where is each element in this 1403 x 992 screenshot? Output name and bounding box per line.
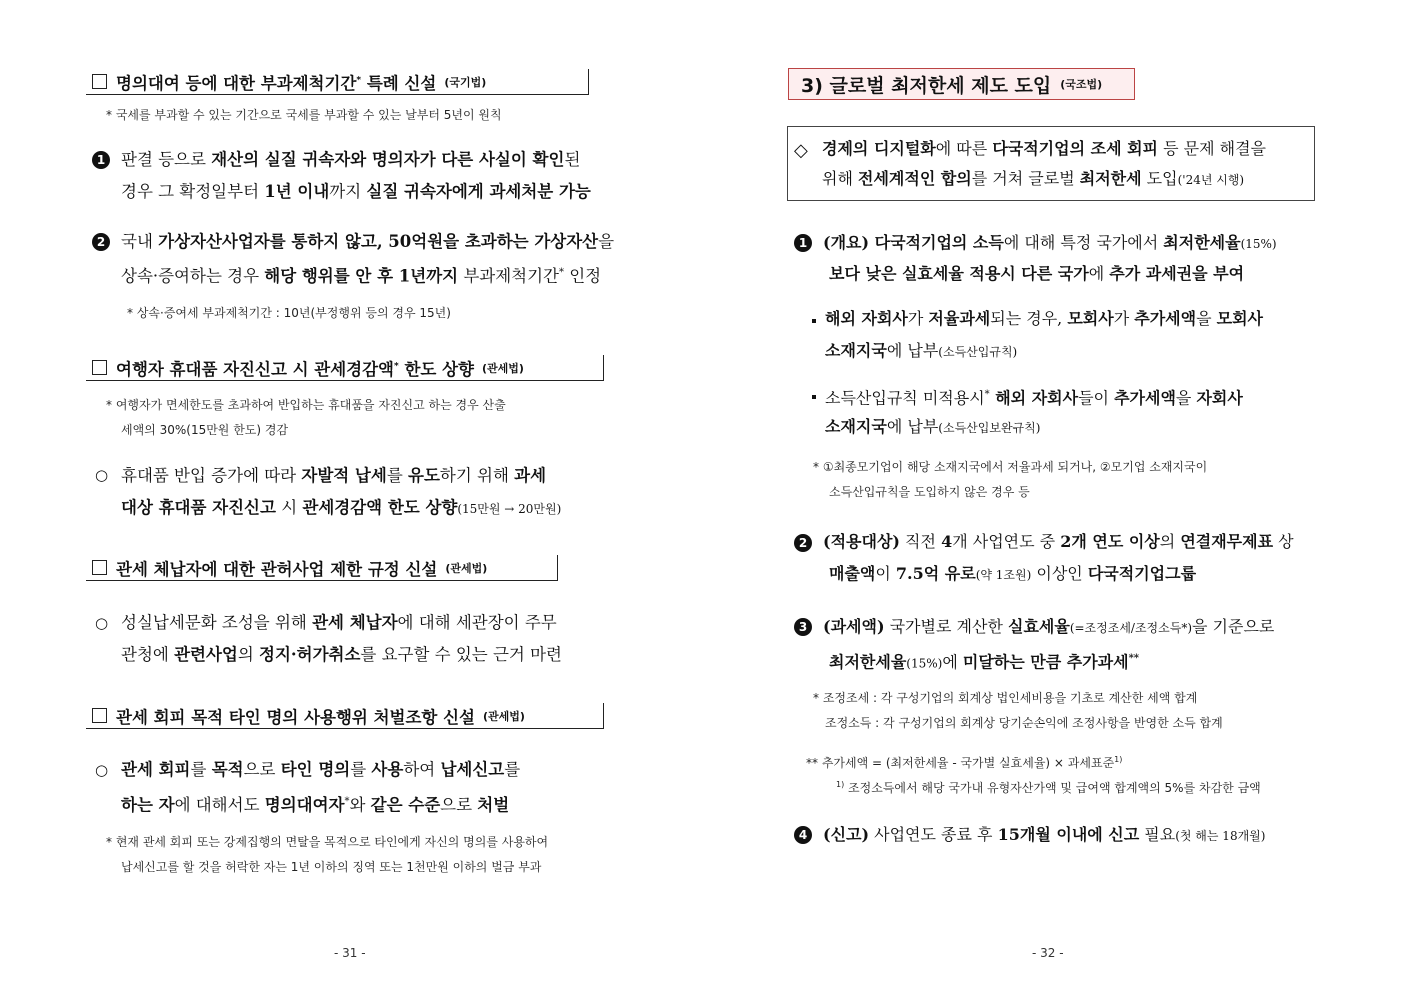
item-line: (과세액) 국가별로 계산한 실효세율(=조정조세/조정소득*)을 기준으로 [823, 617, 1275, 636]
item-line: 관세 회피를 목적으로 타인 명의를 사용하여 납세신고를 [121, 760, 521, 779]
item-line: 판결 등으로 재산의 실질 귀속자와 명의자가 다른 사실이 확인된 [121, 150, 581, 169]
item-line: 상속·증여하는 경우 해당 행위를 안 후 1년까지 부과제척기간* 인정 [121, 266, 602, 286]
number-2-icon: 2 [92, 233, 110, 251]
item-line: 보다 낮은 실효세율 적용시 다른 국가에 추가 과세권을 부여 [829, 264, 1245, 283]
item-line: 매출액이 7.5억 유로(약 1조원) 이상인 다국적기업그룹 [829, 564, 1197, 583]
page-number: - 31 - [334, 946, 366, 960]
item-line: 소재지국에 납부(소득산입보완규칙) [825, 417, 1041, 436]
section-title: 여행자 휴대품 자진신고 시 관세경감액* 한도 상향 [116, 359, 474, 379]
page-number: - 32 - [1032, 946, 1064, 960]
law-label: (관세법) [445, 561, 488, 575]
footnote: * ①최종모기업이 해당 소재지국에서 저율과세 되거나, ②모기업 소재지국이 [813, 460, 1208, 474]
footnote: 조정소득 : 각 구성기업의 회계상 당기순손익에 조정사항을 반영한 소득 합계 [825, 716, 1223, 730]
item-line: (개요) 다국적기업의 소득에 대해 특정 국가에서 최저한세율(15%) [823, 233, 1277, 252]
item-line: 소득산입규칙 미적용시* 해외 자회사들이 추가세액을 자회사 [825, 388, 1243, 408]
checkbox-square-icon [92, 360, 107, 375]
diamond-bullet-icon: ◇ [794, 140, 808, 161]
circle-bullet-icon: ○ [95, 466, 109, 484]
item-line: 대상 휴대품 자진신고 시 관세경감액 한도 상향(15만원 → 20만원) [121, 498, 562, 517]
section-header-4 [86, 703, 604, 729]
footnote: ** 추가세액 = (최저한세율 - 국가별 실효세율) × 과세표준$^{1)}$ [806, 755, 1123, 770]
item-line: 소재지국에 납부(소득산입규칙) [825, 341, 1018, 360]
item-line: 최저한세율(15%)에 미달하는 만큼 추가과세** [829, 652, 1140, 672]
item-line: 해외 자회사가 저율과세되는 경우, 모회사가 추가세액을 모회사 [825, 309, 1263, 328]
number-1-icon: 1 [92, 151, 110, 169]
footnote: * 조정조세 : 각 구성기업의 회계상 법인세비용을 기초로 계산한 세액 합계 [813, 691, 1198, 705]
intro-line: 경제의 디지털화에 따른 다국적기업의 조세 회피 등 문제 해결을 [822, 139, 1267, 158]
number-1-icon: 1 [794, 234, 812, 252]
footnote: * 현재 관세 회피 또는 강제집행의 면탈을 목적으로 타인에게 자신의 명의를 사용하여 [106, 835, 549, 849]
number-4-icon: 4 [794, 826, 812, 844]
intro-box [787, 126, 1315, 201]
item-line: (적용대상) 직전 4개 사업연도 중 2개 연도 이상의 연결재무제표 상 [823, 532, 1294, 551]
item-line: 관청에 관련사업의 정지·허가취소를 요구할 수 있는 근거 마련 [121, 645, 562, 664]
square-bullet-icon [812, 395, 816, 399]
item-line: 휴대품 반입 증가에 따라 자발적 납세를 유도하기 위해 과세 [121, 466, 547, 485]
square-bullet-icon [812, 319, 816, 323]
footnote: $^{1)}$ 조정소득에서 해당 국가내 유형자산가액 및 급여액 합계액의 5%를 차감한 금액 [836, 780, 1261, 795]
section-title: 관세 체납자에 대한 관허사업 제한 규정 신설 [116, 559, 438, 579]
item-line: (신고) 사업연도 종료 후 15개월 이내에 신고 필요(첫 해는 18개월) [823, 825, 1266, 844]
number-2-icon: 2 [794, 534, 812, 552]
intro-line: 위해 전세계적인 합의를 거쳐 글로벌 최저한세 도입('24년 시행) [822, 169, 1245, 188]
footnote: * 여행자가 면세한도를 초과하여 반입하는 휴대품을 자진신고 하는 경우 산출 [106, 398, 506, 412]
circle-bullet-icon: ○ [95, 614, 109, 632]
section-title: 관세 회피 목적 타인 명의 사용행위 처벌조항 신설 [116, 707, 475, 727]
footnote: 소득산입규칙을 도입하지 않은 경우 등 [829, 485, 1030, 499]
page-left [0, 0, 700, 992]
footnote: * 상속·증여세 부과제척기간 : 10년(부정행위 등의 경우 15년) [127, 306, 451, 320]
law-label: (국기법) [444, 75, 487, 89]
page-right [701, 0, 1403, 992]
law-label: (관세법) [483, 709, 525, 723]
number-3-icon: 3 [794, 618, 812, 636]
section-title-box [788, 68, 1135, 100]
section-header-2 [86, 355, 604, 381]
item-line: 경우 그 확정일부터 1년 이내까지 실질 귀속자에게 과세처분 가능 [121, 182, 591, 201]
item-line: 국내 가상자산사업자를 통하지 않고, 50억원을 초과하는 가상자산을 [121, 232, 615, 251]
section-header-1 [86, 69, 589, 95]
section-title: 명의대여 등에 대한 부과제척기간* 특례 신설 [116, 73, 437, 93]
section-title: 3) 글로벌 최저한세 제도 도입 [801, 74, 1052, 97]
section-header-3 [86, 555, 558, 581]
checkbox-square-icon [92, 708, 107, 723]
footnote: 세액의 30%(15만원 한도) 경감 [121, 423, 289, 437]
law-label: (국조법) [1060, 78, 1103, 91]
item-line: 하는 자에 대해서도 명의대여자*와 같은 수준으로 처벌 [121, 795, 510, 815]
law-label: (관세법) [481, 361, 524, 375]
circle-bullet-icon: ○ [95, 761, 109, 779]
footnote: * 국세를 부과할 수 있는 기간으로 국세를 부과할 수 있는 날부터 5년이 원칙 [106, 108, 502, 122]
footnote: 납세신고를 할 것을 허락한 자는 1년 이하의 징역 또는 1천만원 이하의 벌금 부과 [121, 860, 542, 874]
checkbox-square-icon [92, 74, 107, 89]
checkbox-square-icon [92, 560, 107, 575]
item-line: 성실납세문화 조성을 위해 관세 체납자에 대해 세관장이 주무 [121, 613, 557, 632]
